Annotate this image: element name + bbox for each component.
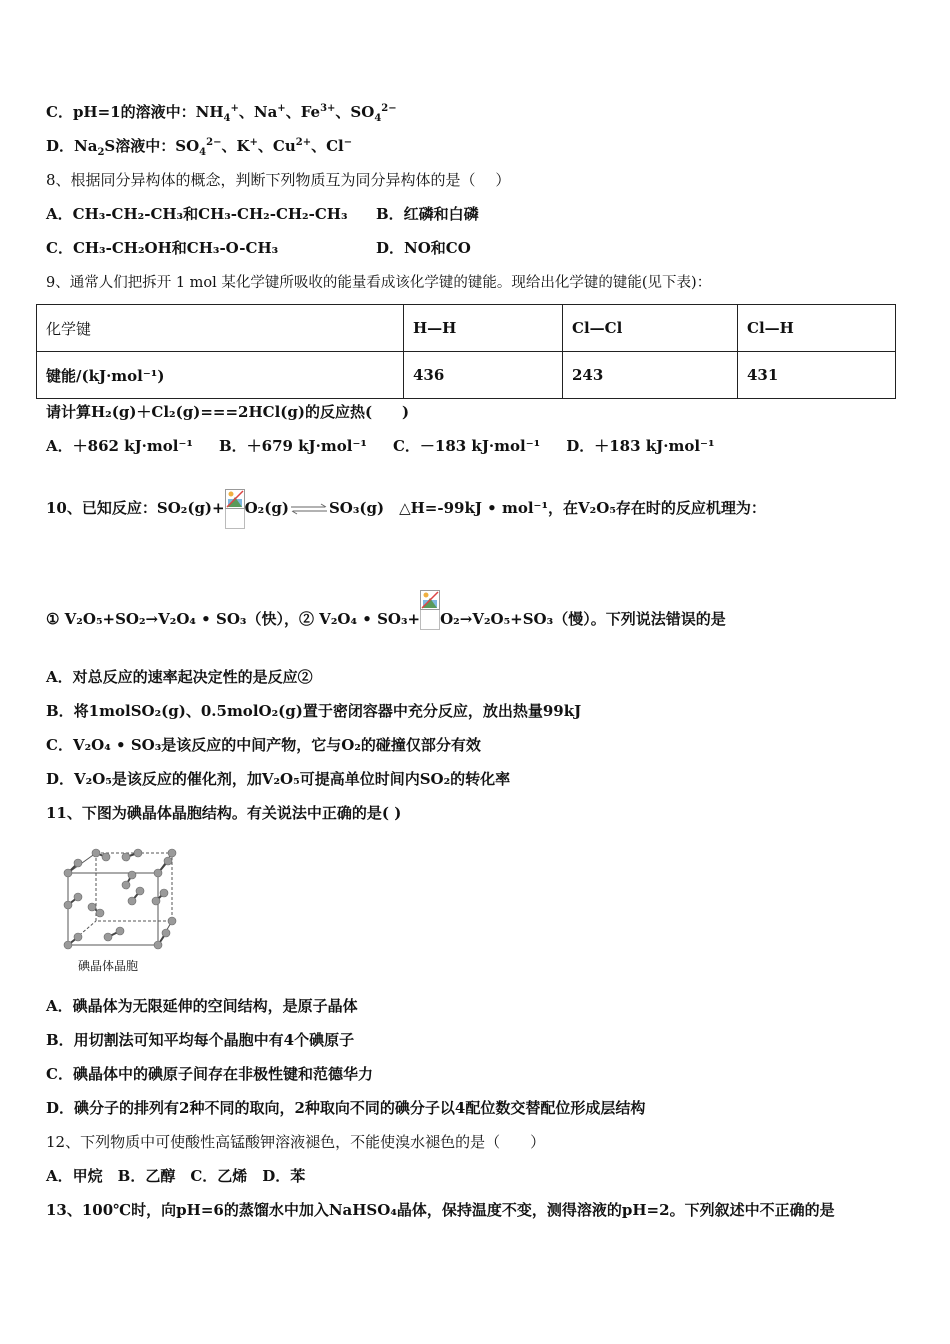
- q10-option-c: C．V₂O₄ • SO₃是该反应的中间产物，它与O₂的碰撞仅部分有效: [46, 736, 481, 754]
- q8-option-a: A．CH₃-CH₂-CH₃和CH₃-CH₂-CH₂-CH₃: [46, 205, 348, 223]
- q9-options: [46, 436, 715, 456]
- table-cell: 436: [404, 352, 563, 399]
- q8-option-b: B．红磷和白磷: [376, 205, 479, 223]
- figure-caption: 碘晶体晶胞: [78, 959, 139, 973]
- table-row: [37, 352, 896, 399]
- q9-option-d: D．＋183 kJ·mol⁻¹: [566, 437, 715, 455]
- iodine-crystal-cell-diagram: [48, 845, 178, 955]
- q12-options: A．甲烷 B．乙醇 C．乙烯 D．苯: [46, 1167, 306, 1185]
- q7-option-d: D．$Na_2S$溶液中：$SO_4^{2-}$、K+、$Cu^{2+}$、Cl−: [46, 137, 353, 158]
- q8-stem: 8、根据同分异构体的概念，判断下列物质互为同分异构体的是（ ）: [46, 171, 511, 189]
- q10-mechanism: ① V₂O₅+SO₂→V₂O₄ • SO₃（快），② V₂O₄ • SO₃+ O₂→V₂O₅+SO₃（慢）。下列说法错误的是: [46, 599, 726, 640]
- q10-stem: 10、已知反应：SO₂(g)+ O₂(g) SO₃(g) △H=-99kJ • mol⁻¹，在V₂O₅存在时的反应机理为：: [46, 488, 766, 529]
- q11-option-c: C．碘晶体中的碘原子间存在非极性键和范德华力: [46, 1065, 373, 1083]
- q11-stem: 11、下图为碘晶体晶胞结构。有关说法中正确的是( ): [46, 804, 402, 822]
- q13-stem: 13、100℃时，向pH=6的蒸馏水中加入NaHSO₄晶体，保持温度不变，测得溶液的pH=2。下列叙述中不正确的是: [46, 1201, 835, 1219]
- q11-option-d: D．碘分子的排列有2种不同的取向，2种取向不同的碘分子以4配位数交替配位形成层结构: [46, 1099, 646, 1117]
- q11-option-b: B．用切割法可知平均每个晶胞中有4个碘原子: [46, 1031, 355, 1049]
- q11-option-a: A．碘晶体为无限延伸的空间结构，是原子晶体: [46, 997, 358, 1015]
- table-cell: 243: [563, 352, 738, 399]
- table-cell: H—H: [404, 305, 563, 352]
- table-header-row: [37, 305, 896, 352]
- q8-option-d: D．NO和CO: [376, 239, 471, 257]
- q7-option-c: C．pH=1的溶液中：$NH_4^+$、Na+、$Fe^{3+}$、$SO_4^{2-}$: [46, 103, 397, 124]
- q9-question: 请计算H₂(g)＋Cl₂(g)===2HCl(g)的反应热( ): [46, 403, 410, 421]
- bond-energy-table: [36, 304, 896, 399]
- table-cell: 431: [738, 352, 896, 399]
- fraction-image-icon: [225, 489, 245, 529]
- q9-option-c: C．－183 kJ·mol⁻¹: [392, 437, 541, 455]
- q9-option-b: B．＋679 kJ·mol⁻¹: [218, 437, 367, 455]
- q10-option-a: A．对总反应的速率起决定性的是反应②: [46, 668, 313, 686]
- q12-stem: 12、下列物质中可使酸性高锰酸钾溶液褪色，不能使溴水褪色的是（ ）: [46, 1133, 546, 1151]
- q10-option-b: B．将1molSO₂(g)、0.5molO₂(g)置于密闭容器中充分反应，放出热量99kJ: [46, 702, 582, 720]
- q10-option-d: D．V₂O₅是该反应的催化剂，加V₂O₅可提高单位时间内SO₂的转化率: [46, 770, 511, 788]
- equilibrium-arrow-icon: [289, 503, 329, 515]
- table-cell: Cl—Cl: [563, 305, 738, 352]
- q8-option-c: C．CH₃-CH₂OH和CH₃-O-CH₃: [46, 239, 279, 257]
- q8-options-ab: [46, 204, 348, 224]
- table-cell: Cl—H: [738, 305, 896, 352]
- table-cell: 化学键: [37, 305, 404, 352]
- q9-option-a: A．＋862 kJ·mol⁻¹: [46, 437, 193, 455]
- q9-stem: 9、通常人们把拆开 1 mol 某化学键所吸收的能量看成该化学键的键能。现给出化学键的键能(见下表)：: [46, 275, 712, 291]
- fraction-image-icon: [420, 590, 440, 630]
- table-cell: 键能/(kJ·mol⁻¹): [37, 352, 404, 399]
